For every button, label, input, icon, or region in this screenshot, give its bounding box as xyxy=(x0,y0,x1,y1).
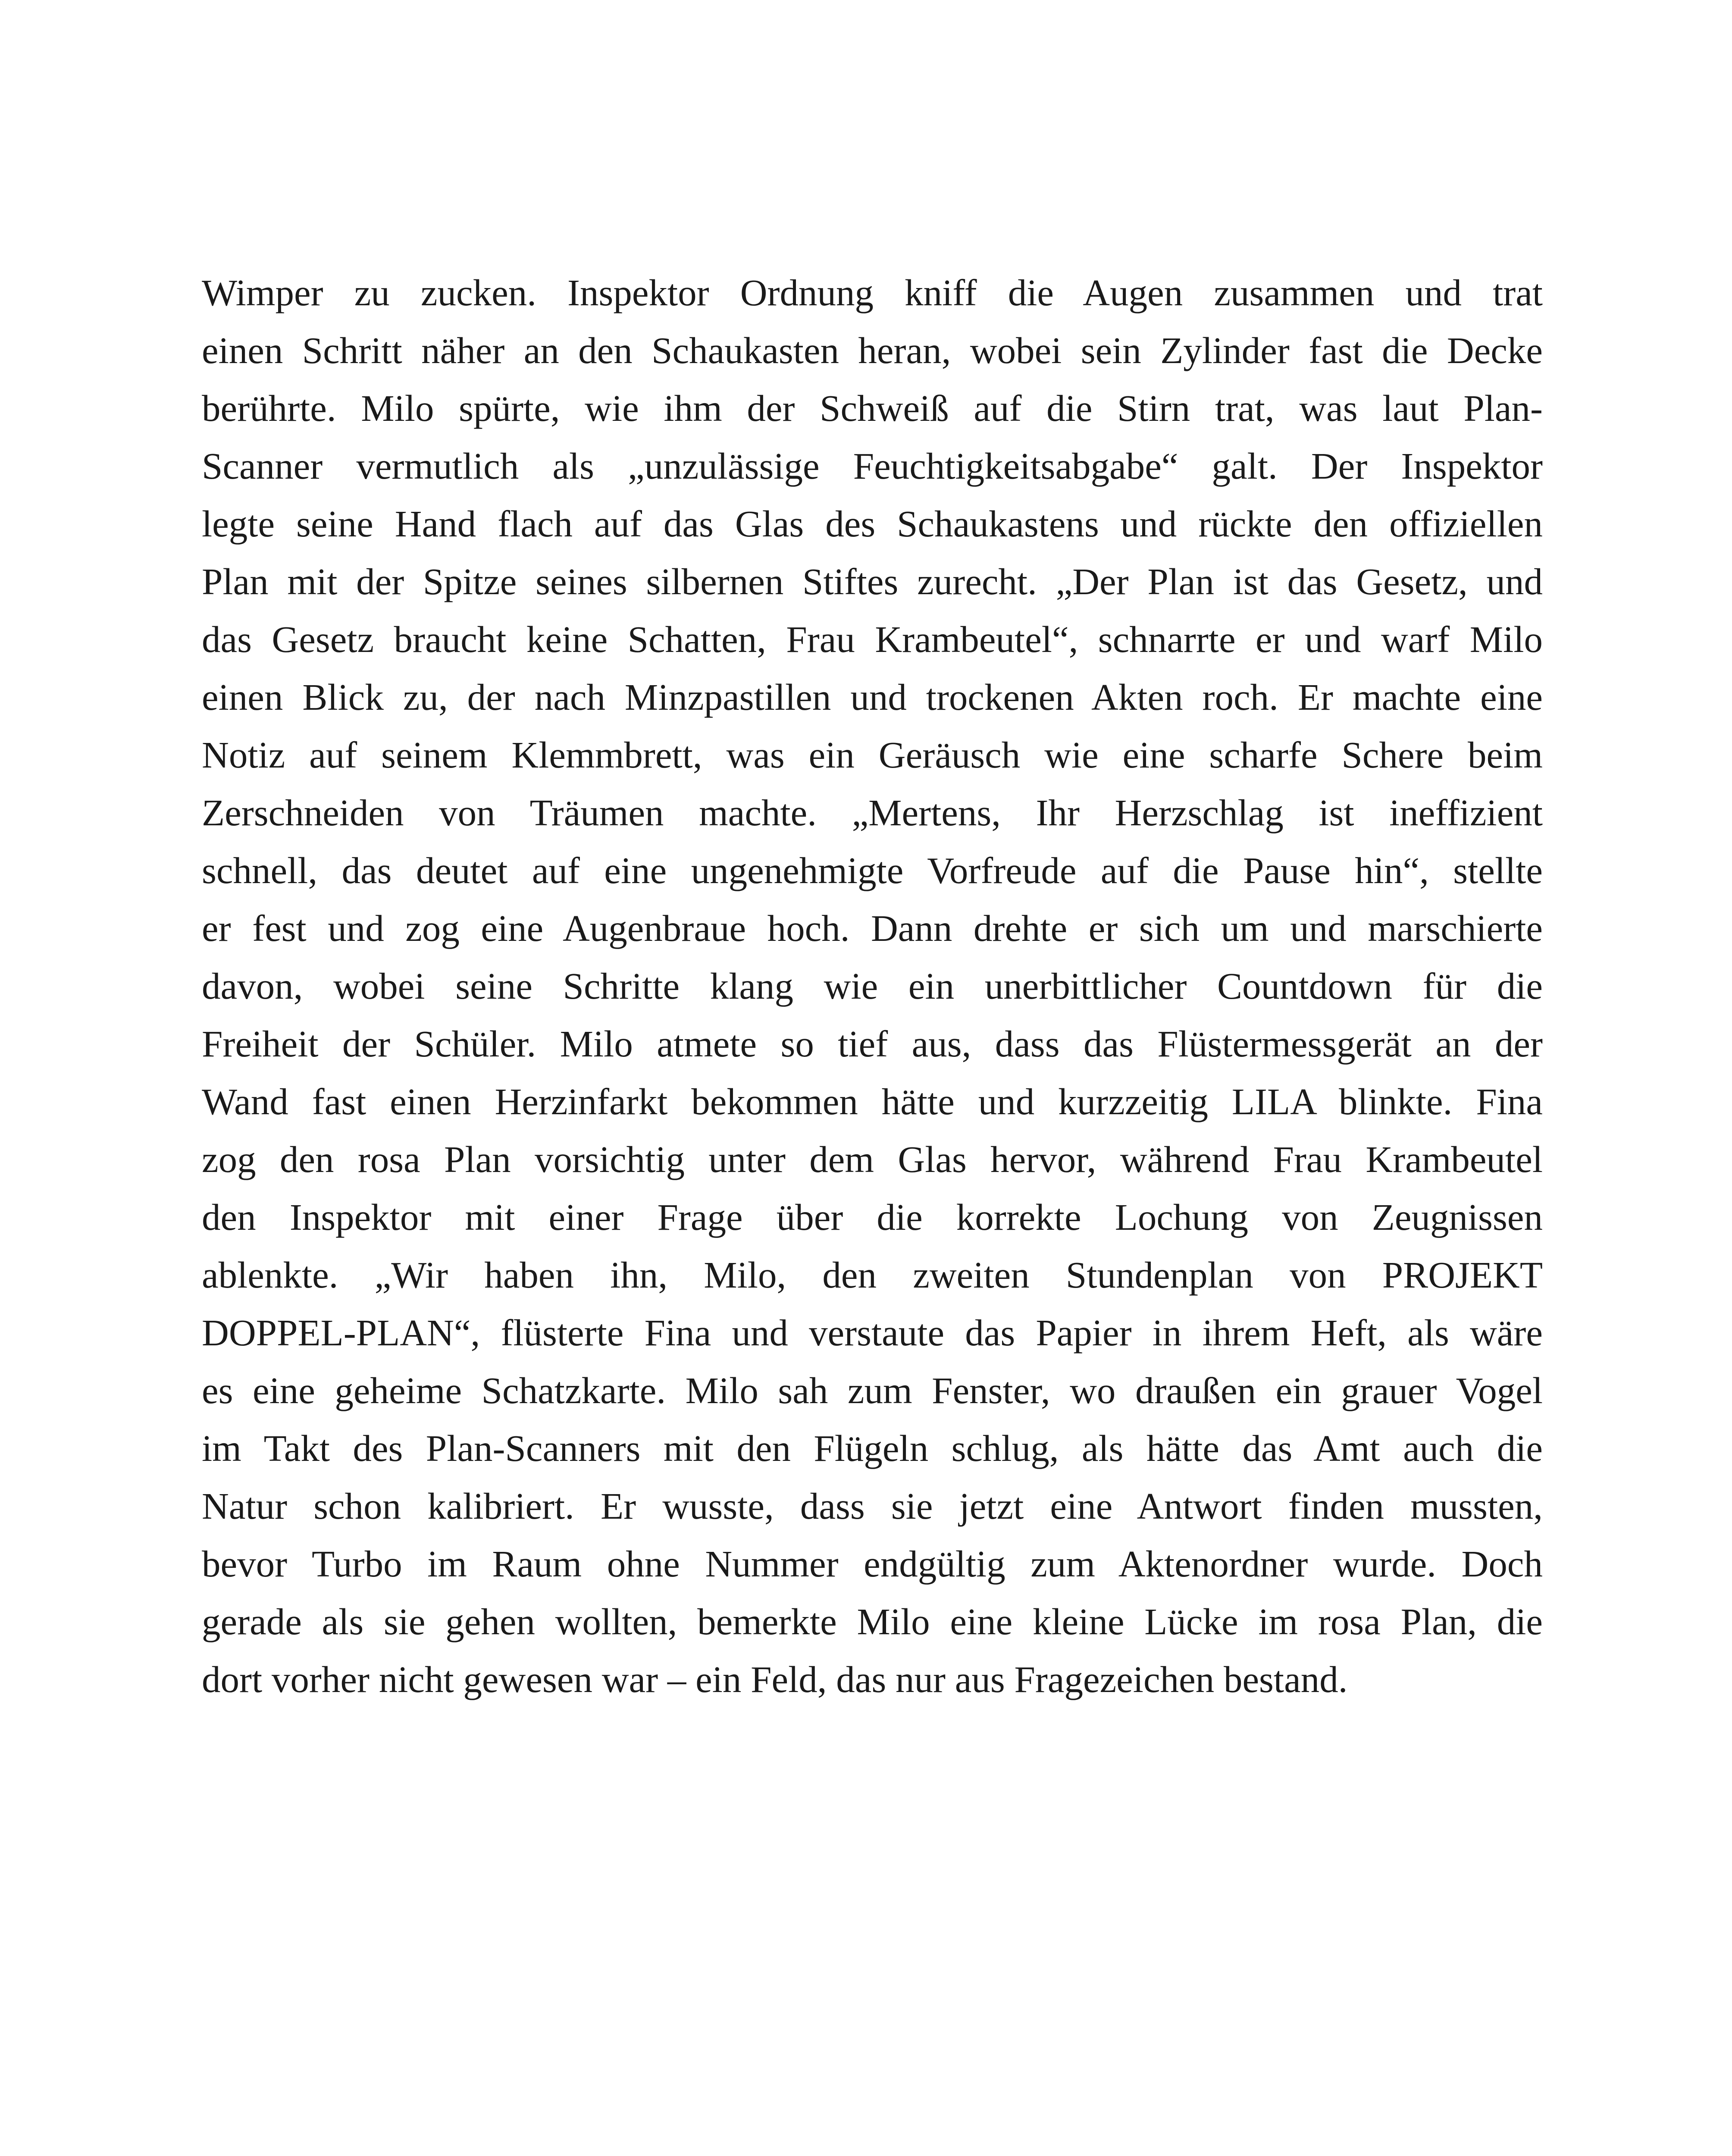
body-paragraph xyxy=(202,264,1543,1708)
text-line: es eine geheime Schatzkarte. Milo sah zum Fenster, wo draußen ein grauer Vogel xyxy=(202,1369,1543,1411)
text-line: Wand fast einen Herzinfarkt bekommen hätte und kurzzeitig LILA blinkte. Fina xyxy=(202,1081,1543,1122)
text-line: ablenkte. „Wir haben ihn, Milo, den zweiten Stundenplan von PROJEKT xyxy=(202,1254,1543,1296)
text-line: schnell, das deutet auf eine ungenehmigte Vorfreude auf die Pause hin“, stellte xyxy=(202,849,1543,891)
text-line: davon, wobei seine Schritte klang wie ein unerbittlicher Countdown für die xyxy=(202,965,1543,1007)
text-line: DOPPEL-PLAN“, flüsterte Fina und verstaute das Papier in ihrem Heft, als wäre xyxy=(202,1312,1543,1354)
text-line: den Inspektor mit einer Frage über die korrekte Lochung von Zeugnissen xyxy=(202,1196,1543,1238)
text-line: berührte. Milo spürte, wie ihm der Schweiß auf die Stirn trat, was laut Plan- xyxy=(202,387,1543,429)
text-line: im Takt des Plan-Scanners mit den Flügeln schlug, als hätte das Amt auch die xyxy=(202,1427,1543,1469)
text-line: Notiz auf seinem Klemmbrett, was ein Geräusch wie eine scharfe Schere beim xyxy=(202,734,1543,776)
text-line: einen Schritt näher an den Schaukasten heran, wobei sein Zylinder fast die Decke xyxy=(202,329,1543,371)
text-line: gerade als sie gehen wollten, bemerkte Milo eine kleine Lücke im rosa Plan, die xyxy=(202,1601,1543,1642)
text-line: bevor Turbo im Raum ohne Nummer endgültig zum Aktenordner wurde. Doch xyxy=(202,1543,1543,1585)
text-line: er fest und zog eine Augenbraue hoch. Dann drehte er sich um und marschierte xyxy=(202,907,1543,949)
text-line: Plan mit der Spitze seines silbernen Stiftes zurecht. „Der Plan ist das Gesetz, und xyxy=(202,561,1543,602)
text-line: Wimper zu zucken. Inspektor Ordnung kniff die Augen zusammen und trat xyxy=(202,272,1543,313)
text-line: legte seine Hand flach auf das Glas des Schaukastens und rückte den offiziellen xyxy=(202,503,1543,545)
text-line: Scanner vermutlich als „unzulässige Feuchtigkeitsabgabe“ galt. Der Inspektor xyxy=(202,445,1543,487)
text-line: das Gesetz braucht keine Schatten, Frau Krambeutel“, schnarrte er und warf Milo xyxy=(202,618,1543,660)
text-line: Zerschneiden von Träumen machte. „Mertens, Ihr Herzschlag ist ineffizient xyxy=(202,792,1543,834)
text-line: zog den rosa Plan vorsichtig unter dem Glas hervor, während Frau Krambeutel xyxy=(202,1138,1543,1180)
text-line: Freiheit der Schüler. Milo atmete so tief aus, dass das Flüstermessgerät an der xyxy=(202,1023,1543,1065)
text-line: einen Blick zu, der nach Minzpastillen und trockenen Akten roch. Er machte eine xyxy=(202,676,1543,718)
text-line: Natur schon kalibriert. Er wusste, dass sie jetzt eine Antwort finden mussten, xyxy=(202,1485,1543,1527)
text-line: dort vorher nicht gewesen war – ein Feld, das nur aus Fragezeichen bestand. xyxy=(202,1658,1348,1700)
